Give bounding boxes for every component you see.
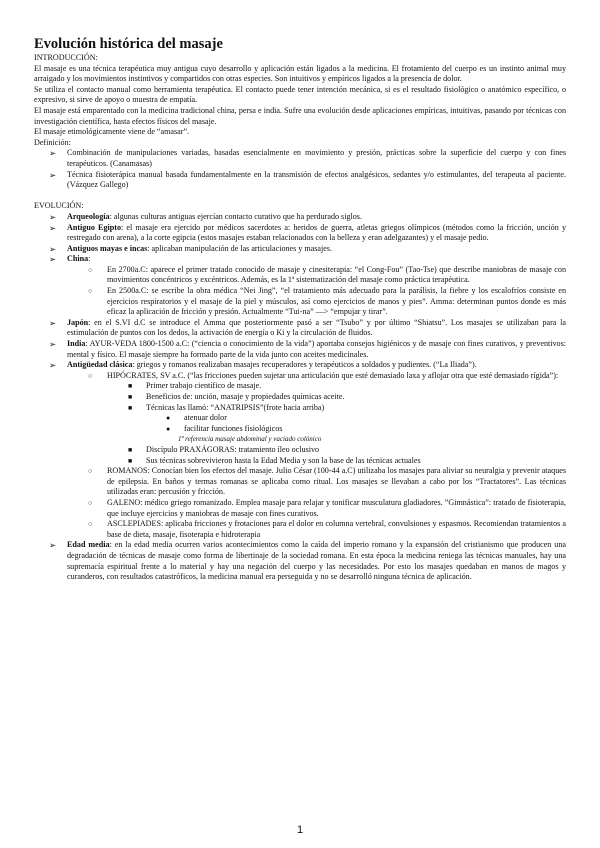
- list-item: ➢ Arqueología: algunas culturas antiguas ejercían contacto curativo que ha perdurado siglos.: [49, 211, 362, 222]
- intro-heading: INTRODUCCIÓN:: [34, 53, 98, 62]
- square-bullet-icon: ■: [128, 456, 133, 465]
- list-item: ● facilitar funciones fisiológicos: [166, 423, 283, 433]
- list-item: ○ ROMANOS: Conocían bien los efectos del masaje. Julio César (100-44 a.C) utilizaba los masajes para aliviar su neuralgia y prevenir ataques de epilepsia. En baños y termas romanas se aplicaba como ritual. Los masajes se llevaban a cabo por los “Tractatores”. Las técnicas utilizadas eran: percusión y fricción.: [88, 466, 566, 497]
- square-bullet-icon: ■: [128, 445, 133, 454]
- list-item: ➢ Combinación de manipulaciones variadas, basadas esencialmente en movimiento y presión, prácticas sobre la superficie del cuerpo y con fines terapéuticos. (Canamasas): [49, 148, 566, 168]
- circle-bullet-icon: ○: [88, 287, 93, 296]
- circle-bullet-icon: ○: [88, 520, 93, 529]
- intro-paragraph: El masaje etimológicamente viene de “amasar”.: [34, 127, 190, 137]
- arrow-bullet-icon: ➢: [49, 211, 57, 222]
- circle-bullet-icon: ○: [88, 498, 93, 507]
- list-item: ➢ Antigüedad clásica: griegos y romanos realizaban masajes recuperadores y terapéuticos a soldados y pudientes. (“La Iliada”).: [49, 360, 477, 371]
- intro-paragraph: El masaje está emparentado con la medicina tradicional china, persa e india. Sufre una evolución desde aplicaciones empíricas, intuitivas, pasando por técnicas con investigación científica, hasta efectos físicos del masaje.: [34, 105, 566, 126]
- list-item: ➢ India: AYUR-VEDA 1800-1500 a.C: (“ciencia o conocimiento de la vida”) aportaba consejos higiénicos y de masaje con fines curativos, y preventivos: mental y físico. El masaje siempre ha formado parte de la vida junto con aceites medicinales.: [49, 339, 566, 359]
- dot-bullet-icon: ●: [166, 424, 171, 433]
- evolution-list: [34, 212, 566, 265]
- list-item: ○ ASCLEPIADES: aplicaba fricciones y frotaciones para el dolor en columna vertebral, convulsiones y espasmos. Recomiendan tratamientos a base de dieta, masaje, fisoterapia e hidroterapia: [88, 519, 566, 539]
- list-item: ➢ Antiguo Egipto: el masaje era ejercido por médicos sacerdotes a: heridos de guerra, atletas griegos olímpicos (métodos como la fricción, unción y restregado con arena), a la corte egipcia (estos masajes estaban relacionados con la belleza y eran adelgazantes) y el masaje pedio.: [49, 222, 566, 243]
- arrow-bullet-icon: ➢: [49, 169, 57, 180]
- clasica-sublist-cont: [34, 466, 566, 540]
- dot-bullet-icon: ●: [166, 414, 171, 423]
- list-item: ➢ Antiguos mayas e incas: aplicaban manipulación de las articulaciones y masajes.: [49, 243, 333, 254]
- arrow-bullet-icon: ➢: [49, 243, 57, 254]
- list-item: ■ Discípulo PRAXÁGORAS: tratamiento íleo oclusivo: [128, 444, 320, 454]
- evolution-list-end: [34, 540, 566, 582]
- list-item: ■ Técnicas las llamó: “ANATRIPSIS”(frote hacia arriba): [128, 402, 325, 412]
- page-number: 1: [296, 824, 304, 836]
- intro-paragraph: El masaje es una técnica terapéutica muy antigua cuyo desarrollo y aplicación están ligados a la medicina. El frotamiento del cuerpo es un instinto animal muy arraigado y los movimientos instintivos y compartidos con otras especies. Son intuitivos y empíricos ligados a la presencia de dolor.: [34, 63, 566, 84]
- list-item: ■ Sus técnicas sobrevivieron hasta la Edad Media y son la base de las técnicas actuales: [128, 455, 421, 465]
- arrow-bullet-icon: ➢: [49, 317, 57, 328]
- arrow-bullet-icon: ➢: [49, 360, 57, 371]
- document-page: [34, 36, 566, 583]
- definition-heading: Definición:: [34, 137, 71, 147]
- square-bullet-icon: ■: [128, 382, 133, 391]
- arrow-bullet-icon: ➢: [49, 339, 57, 350]
- list-item: ■ Primer trabajo científico de masaje.: [128, 381, 262, 391]
- circle-bullet-icon: ○: [88, 467, 93, 476]
- arrow-bullet-icon: ➢: [49, 254, 57, 265]
- list-item: ● atenuar dolor: [166, 413, 227, 423]
- list-item: ➢ Edad media: en la edad media ocurren varios acontecimientos como la caída del imperio romano y la expansión del cristianismo que producen una degradación de técnicas de masaje como forma de libertinaje de la sociedad romana. En esta época la medicina reniega las técnicas manuales, hay una supremacía espiritual frente a lo material y hay una negación del cuerpo y las necesidades. Por esto los masajes quedaban en manos de magos y curanderos, con resultados catastróficos, la medicina manual era perseguida y no se desarrolló ninguna técnica de aplicación.: [49, 540, 566, 582]
- arrow-bullet-icon: ➢: [49, 222, 57, 233]
- arrow-bullet-icon: ➢: [49, 148, 57, 159]
- hipocrates-sublist-cont: [34, 445, 566, 466]
- list-item: ○ GALENO: médico griego romanizado. Emplea masaje para relajar y tonificar musculatura gladiadores. ”Gimnástica”: tratado de fisioterapia, que incluye ejercicios y maniobras de masaje con fines curativos.: [88, 497, 566, 518]
- intro-paragraph: Se utiliza el contacto manual como herramienta terapéutica. El contacto puede tener intención mecánica, si es el resultado fisiológico o anatómico específico, o expresivo, si sirve de apoyo o muestra de empatía.: [34, 84, 566, 105]
- square-bullet-icon: ■: [128, 403, 133, 412]
- arrow-bullet-icon: ➢: [49, 540, 57, 551]
- definition-list: [34, 148, 566, 190]
- evolution-list-cont: [34, 318, 566, 371]
- list-item: ○ HIPÓCRATES, SV a.C. (“las fricciones pueden sujetar una articulación que esté demasiado laxa y aflojar otra que esté demasiado rígida”):: [88, 370, 559, 380]
- list-item: ➢ Japón: en el S.VI d.C se introduce el Amma que posteriormente pasó a ser “Tsubo” y por último “Shiatsu”. Los masajes se utilizaban para la estimulación de puntos con los dedos, la activación de energía o Ki y la circulación de fluidos.: [49, 317, 566, 338]
- list-item: ➢ China:: [49, 254, 91, 265]
- document-title: Evolución histórica del masaje: [34, 36, 223, 52]
- hipocrates-sublist: [34, 381, 566, 413]
- clasica-sublist: [34, 371, 566, 382]
- list-item: ■ Beneficios de: unción, masaje y propiedades químicas aceite.: [128, 392, 345, 401]
- evolution-heading: EVOLUCIÓN:: [34, 201, 84, 211]
- anatripsis-sublist: [34, 413, 566, 434]
- square-bullet-icon: ■: [128, 393, 133, 401]
- list-item: ○ En 2700a.C: aparece el primer tratado conocido de masaje y cinesiterapia: “el Cong-Fou” (Tao-Tse) que describe maniobras de masaje con movimientos concéntricos y excéntricos. Además, es la 1ª sistematización del masaje como práctica terapéutica.: [88, 264, 566, 285]
- circle-bullet-icon: ○: [88, 265, 93, 274]
- circle-bullet-icon: ○: [88, 371, 93, 380]
- list-item: ○ En 2500a.C: se escribe la obra médica “Nei Jing”, “el tratamiento más adecuado para la parálisis, la fiebre y los escalofríos consiste en ejercicios respiratorios y el masaje de la piel y músculos, así como ejercicios de manos y pies”. Amma: determinan puntos donde es más eficaz la aplicación de fricción y presión. Actualmente “Tui-na” —> “empujar y tirar”.: [88, 286, 566, 317]
- figure-caption: 1ª referencia masaje abdominal y vaciado colónico: [178, 435, 322, 444]
- china-sublist: [34, 265, 566, 318]
- list-item: ➢ Técnica fisioterápica manual basada fundamentalmente en la transmisión de efectos analgésicos, sedantes y/o estimulantes, del terapeuta al paciente. (Vázquez Gallego): [49, 169, 566, 190]
